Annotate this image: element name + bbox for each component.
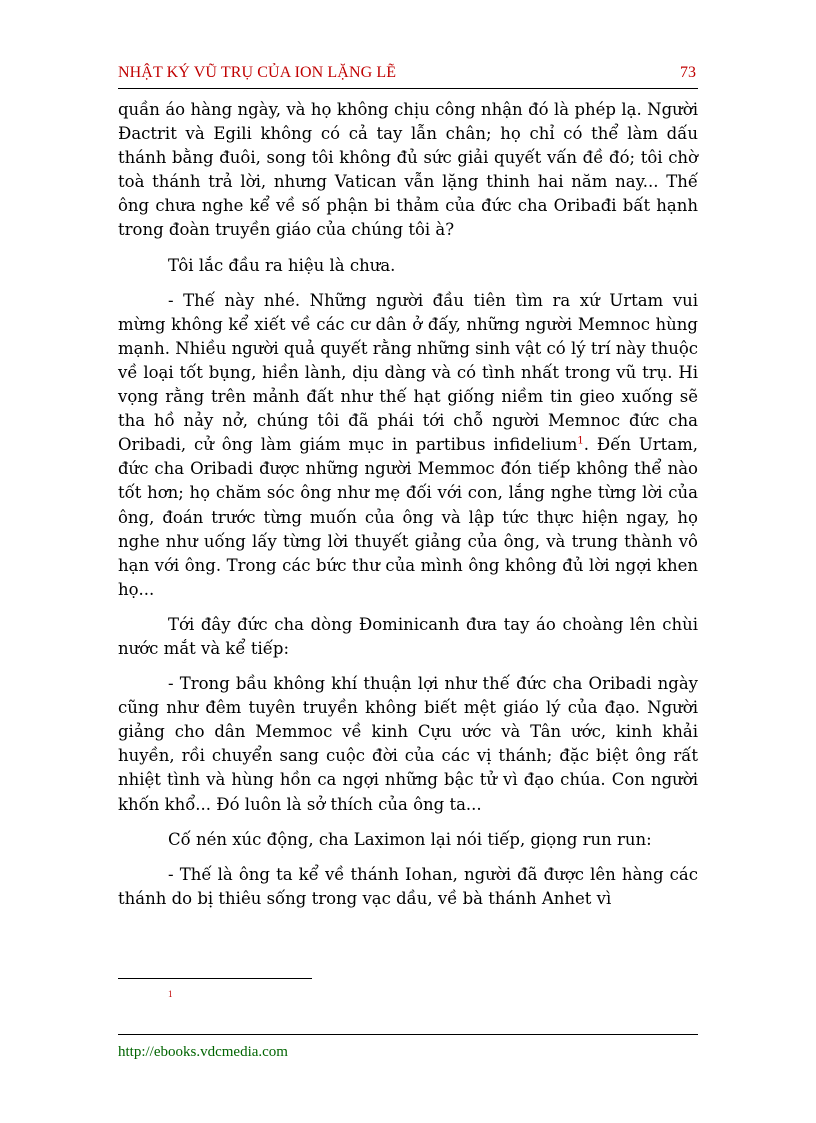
footnote-mark: 1 [168, 989, 173, 999]
paragraph: Tới đây đức cha dòng Đominicanh đưa tay áo choàng lên chùi nước mắt và kể tiếp: [118, 614, 698, 658]
paragraph: - Trong bầu không khí thuận lợi như thế đức cha Oribadi ngày cũng như đêm tuyên truyền không biết mệt giáo lý của đạo. Người giảng cho dân Memmoc về kinh Cựu ước và Tân ước, kinh khải huyền, rồi chuyển sang cuộc đời của các vị thánh; đặc biệt ông rất nhiệt tình và hùng hồn ca ngợi những bậc tử vì đạo chúa. Con người khốn khổ... Đó luôn là sở thích của ông ta... [118, 674, 698, 814]
paragraph-text: . Đến Urtam, đức cha Oribadi được những người Memmoc đón tiếp không thể nào tốt hơn; họ chăm sóc ông như mẹ đối với con, lắng nghe từng lời của ông, đoán trước từng muốn của ông và lập tức thực hiện ngay, họ nghe như uống lấy từng lời thuyết giảng của ông, và trung thành vô hạn với ông. Trong các bức thư của mình ông không đủ lời ngợi khen họ... [118, 435, 698, 599]
footnote-separator [118, 978, 312, 979]
running-title: NHẬT KÝ VŨ TRỤ CỦA ION LẶNG LẼ [118, 64, 397, 81]
footnote-reference[interactable]: 1 [577, 435, 584, 447]
paragraph: Tôi lắc đầu ra hiệu là chưa. [168, 255, 396, 275]
paragraph [118, 289, 698, 602]
footer-divider [118, 1034, 698, 1035]
page-header [118, 62, 698, 89]
footer-link[interactable]: http://ebooks.vdcmedia.com [118, 1044, 288, 1060]
paragraph: - Thế là ông ta kể về thánh Iohan, người đã được lên hàng các thánh do bị thiêu sống trong vạc dầu, về bà thánh Anhet vì [118, 864, 698, 908]
paragraph: Cố nén xúc động, cha Laximon lại nói tiếp, giọng run run: [168, 829, 652, 849]
paragraph-text: - Thế này nhé. Những người đầu tiên tìm ra xứ Urtam vui mừng không kể xiết về các cư dân ở đấy, những người Memnoc hùng mạnh. Nhiều người quả quyết rằng những sinh vật có lý trí này thuộc về loại tốt bụng, hiền lành, dịu dàng và có tình nhất trong vũ trụ. Hi vọng rằng trên mảnh đất như thế hạt giống niềm tin gieo xuống sẽ tha hồ nảy nở, chúng tôi đã phái tới chỗ người Memnoc đức cha Oribadi, cử ông làm giám mục in partibus infidelium [118, 290, 698, 455]
paragraph: quần áo hàng ngày, và họ không chịu công nhận đó là phép lạ. Người Đactrit và Egili không có cả tay lẫn chân; họ chỉ có thể làm dấu thánh bằng đuôi, song tôi không đủ sức giải quyết vấn đề đó; tôi chờ toà thánh trả lời, nhưng Vatican vẫn lặng thinh hai năm nay... Thế ông chưa nghe kể về số phận bi thảm của đức cha Oribađi bất hạnh trong đoàn truyền giáo của chúng tôi à? [118, 100, 698, 240]
page-number: 73 [680, 64, 696, 81]
body-text [118, 98, 698, 922]
